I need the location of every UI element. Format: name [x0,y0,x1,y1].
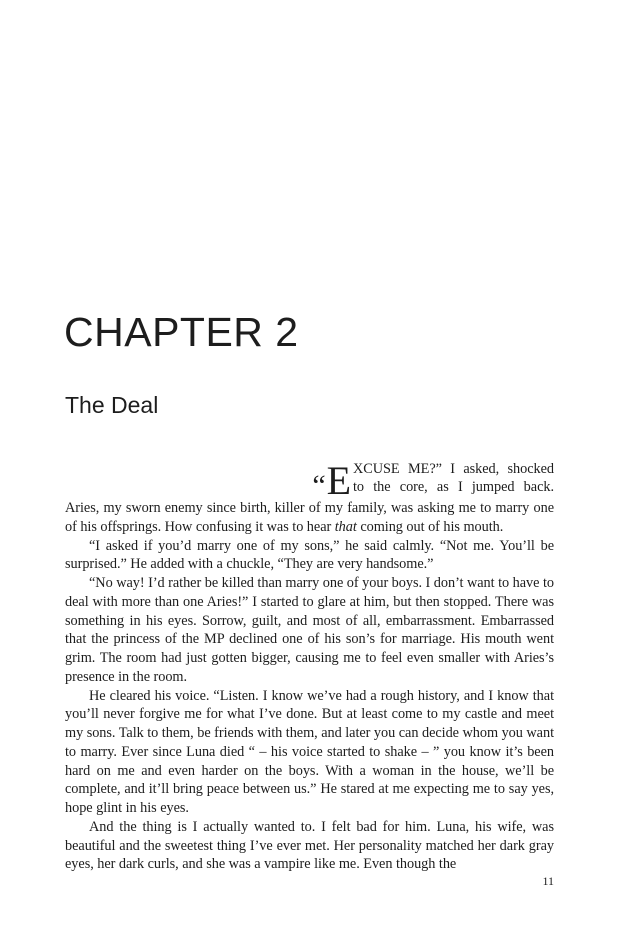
chapter-body [65,457,554,874]
paragraph: “I asked if you’d marry one of my sons,” he said calmly. “Not me. You’ll be surprised.” He added with a chuckle, “They are very handsome.” [65,537,554,573]
opening-quote-mark: “ [312,469,326,502]
drop-cap: E [326,458,351,503]
chapter-number: CHAPTER 2 [64,309,299,355]
chapter-title: The Deal [65,392,159,418]
page-number: 11 [542,874,554,888]
opening-line-2: to the core, as I jumped back. [353,479,554,496]
paragraph [65,499,554,537]
paragraph: “No way! I’d rather be killed than marry one of your boys. I don’t want to have to deal with more than one Aries!” I started to glare at him, but then stopped. There was something in his eyes. Sorrow, guilt, and most of all, embarrassment. Embarrassed that the princess of the MP declined one of his son’s for marriage. His mouth went grim. The room had just gotten bigger, causing me to feel even smaller with Aries’s presence in the room. [65,575,554,685]
opening-lines [65,457,554,503]
opening-text [353,460,554,498]
paragraph: And the thing is I actually wanted to. I felt bad for him. Luna, his wife, was beautiful and the sweetest thing I’ve ever met. Her personality matched her dark gray eyes, her dark curls, and she was a vampire like me. Even though the [65,818,554,873]
paragraph-text: Aries, my sworn enemy since birth, killer of my family, was asking me to marry one of his offsprings. How confusing it was to hear [65,500,554,535]
emphasis-text: that [334,518,357,535]
paragraph: He cleared his voice. “Listen. I know we’ve had a rough history, and I know that you’ll never forgive me for what I’ve done. But at least come to my castle and meet my sons. Talk to them, be friends with them, and later you can decide whom you want to marry. Ever since Luna died “ – his voice started to shake – ” you know it’s been hard on me and even harder on the boys. With a woman in the house, we’ll be complete, and it’ll bring peace between us.” He stared at me expecting me to say yes, hope glint in his eyes. [65,687,554,816]
opening-line-1: XCUSE ME?” I asked, shocked [353,460,554,477]
paragraph-text: coming out of his mouth. [356,518,504,535]
